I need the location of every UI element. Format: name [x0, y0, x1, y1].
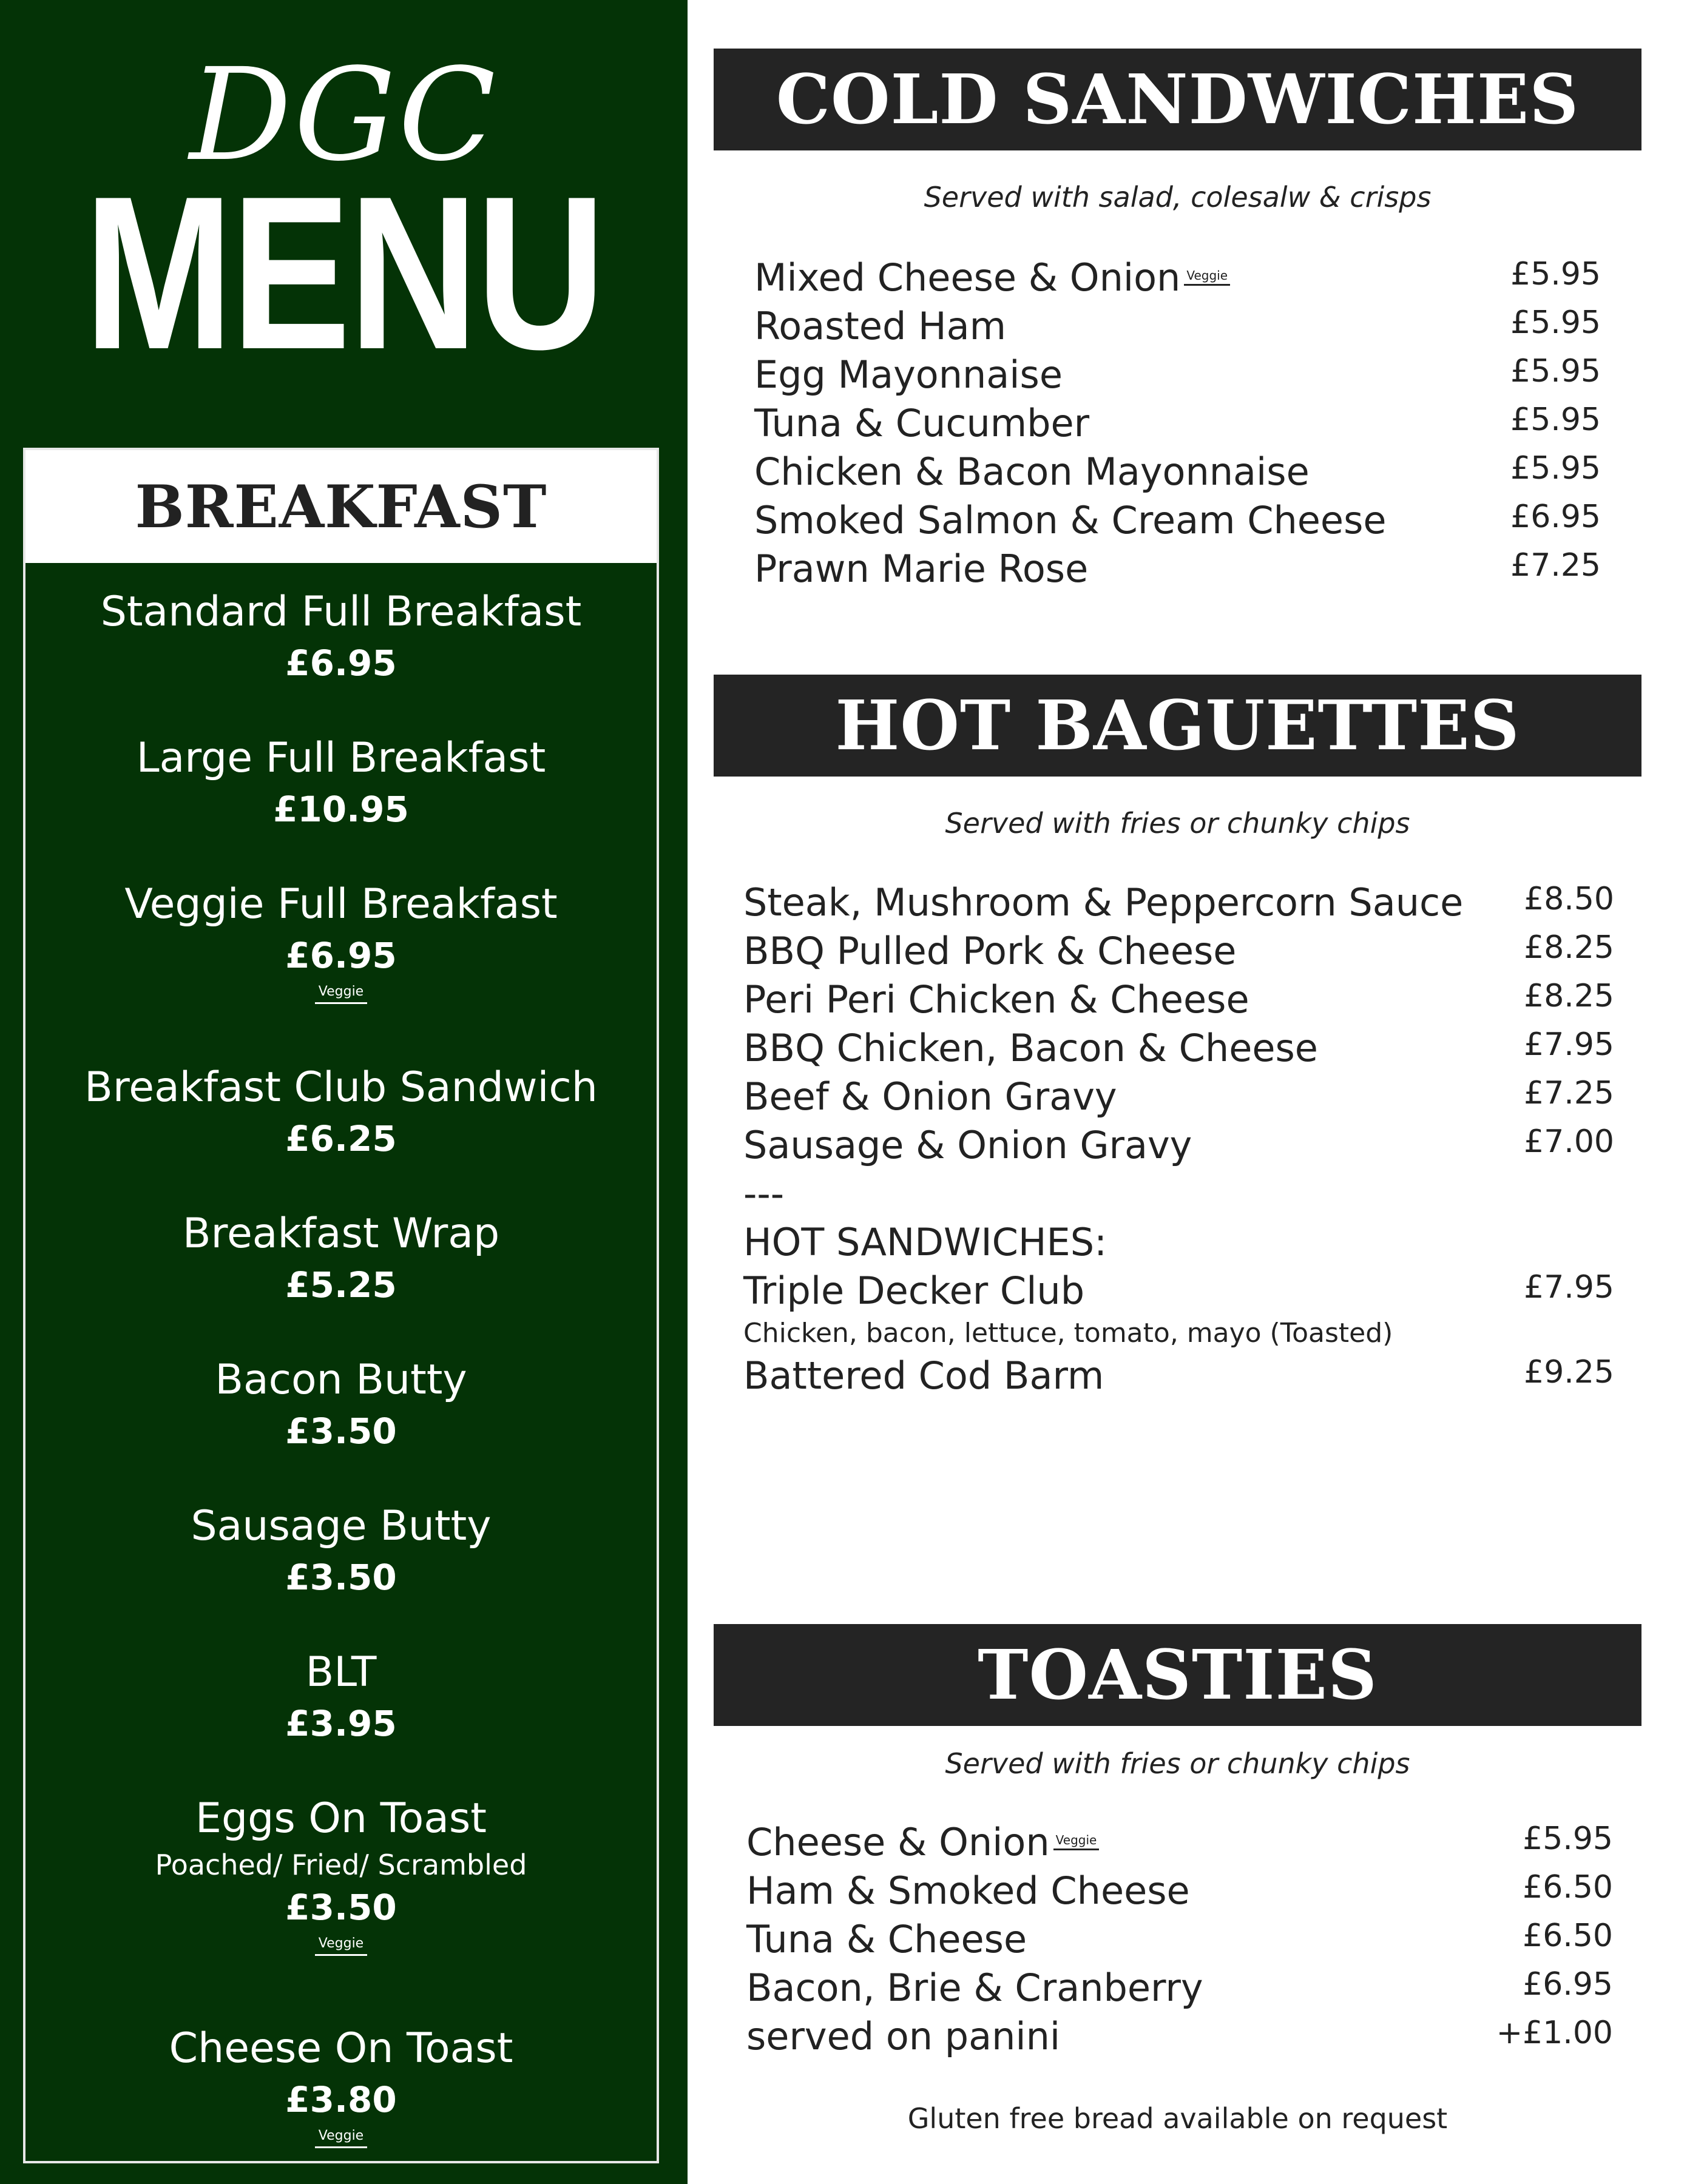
breakfast-item	[25, 1207, 657, 1309]
gluten-free-note: Gluten free bread available on request	[907, 2102, 1448, 2135]
section-title: TOASTIES	[978, 1635, 1378, 1715]
item-name: Cheese & Onion	[746, 1820, 1050, 1864]
item-price: £6.95	[1523, 1966, 1613, 2003]
item-name: Breakfast Wrap	[182, 1210, 500, 1258]
veggie-badge: Veggie	[1053, 1833, 1100, 1850]
menu-row	[743, 1121, 1614, 1170]
menu-row	[743, 1024, 1614, 1073]
cold-sandwiches-list	[754, 254, 1601, 593]
breakfast-panel	[0, 0, 688, 2184]
breakfast-item	[25, 1353, 657, 1455]
breakfast-section	[23, 448, 659, 2163]
breakfast-title: BREAKFAST	[135, 472, 547, 541]
menu-row	[743, 1352, 1614, 1400]
item-price: £5.95	[1523, 1821, 1613, 1857]
item-name: Bacon, Brie & Cranberry	[746, 1966, 1203, 2010]
menu-row	[743, 1267, 1614, 1315]
item-price: £6.50	[1523, 1869, 1613, 1906]
menu-row	[754, 545, 1601, 593]
item-price: £7.95	[1524, 1269, 1614, 1306]
divider: ---	[743, 1171, 785, 1216]
item-price: £3.80	[285, 2079, 397, 2120]
item-name: Steak, Mushroom & Peppercorn Sauce	[743, 880, 1464, 925]
item-price: £5.95	[1510, 402, 1601, 438]
item-name: Egg Mayonnaise	[754, 352, 1063, 397]
item-price: £6.95	[285, 935, 397, 976]
menu-row	[743, 878, 1614, 927]
item-name: Large Full Breakfast	[136, 734, 546, 782]
item-name: Triple Decker Club	[743, 1269, 1085, 1313]
item-name: BLT	[305, 1648, 377, 1696]
veggie-badge: Veggie	[315, 1935, 367, 1956]
item-name: Peri Peri Chicken & Cheese	[743, 977, 1249, 1022]
breakfast-item	[25, 1060, 657, 1162]
item-price: £9.25	[1524, 1354, 1614, 1390]
menu-row	[746, 1915, 1613, 1964]
menu-row	[754, 302, 1601, 351]
item-name: Veggie Full Breakfast	[124, 880, 558, 928]
item-name: Breakfast Club Sandwich	[84, 1063, 598, 1111]
breakfast-item	[25, 1499, 657, 1601]
item-name: Tuna & Cheese	[746, 1917, 1027, 1961]
item-price: £8.50	[1524, 881, 1614, 917]
section-subtitle: Served with salad, colesalw & crisps	[924, 181, 1432, 214]
section-title: HOT BAGUETTES	[835, 686, 1520, 766]
item-price: £3.95	[285, 1703, 397, 1744]
item-price: £5.25	[285, 1264, 397, 1306]
item-name: BBQ Chicken, Bacon & Cheese	[743, 1026, 1318, 1070]
item-price: £5.95	[1510, 450, 1601, 487]
item-price: £5.95	[1510, 305, 1601, 341]
breakfast-item	[25, 877, 657, 1004]
veggie-badge: Veggie	[1184, 268, 1230, 286]
item-name: Chicken & Bacon Mayonnaise	[754, 450, 1310, 494]
menu-row	[746, 2012, 1613, 2061]
item-price: £5.95	[1510, 353, 1601, 389]
item-name: Beef & Onion Gravy	[743, 1074, 1117, 1119]
item-price: £6.25	[285, 1118, 397, 1159]
cold-sandwiches-header	[714, 49, 1641, 150]
item-price: £3.50	[285, 1557, 397, 1598]
item-price: £3.50	[285, 1410, 397, 1452]
menu-row	[754, 448, 1601, 496]
item-price: £7.25	[1524, 1075, 1614, 1111]
toasties-list	[746, 1818, 1613, 2061]
item-name: Standard Full Breakfast	[100, 588, 582, 636]
item-name: Roasted Ham	[754, 304, 1007, 348]
menu-row	[743, 927, 1614, 976]
breakfast-item	[25, 585, 657, 687]
item-price: £5.95	[1510, 256, 1601, 292]
menu-row	[754, 496, 1601, 545]
breakfast-item	[25, 1791, 657, 1956]
brand-script-logo: DGC	[189, 41, 498, 189]
section-title: COLD SANDWICHES	[776, 59, 1580, 140]
item-price: £3.50	[285, 1887, 397, 1928]
menu-row	[743, 976, 1614, 1024]
hot-baguettes-list	[743, 878, 1614, 1400]
item-description: Poached/ Fried/ Scrambled	[155, 1849, 527, 1881]
item-name: served on panini	[746, 2014, 1061, 2058]
veggie-badge: Veggie	[315, 983, 367, 1004]
divider-row	[743, 1170, 1614, 1218]
menu-row	[746, 1818, 1613, 1867]
menu-row	[746, 1867, 1613, 1915]
menu-row	[746, 1964, 1613, 2012]
item-name: Battered Cod Barm	[743, 1353, 1104, 1398]
item-price: £7.95	[1524, 1026, 1614, 1063]
section-subtitle: Served with fries or chunky chips	[945, 807, 1410, 840]
menu-row	[754, 351, 1601, 399]
item-price: £7.25	[1510, 547, 1601, 584]
item-name: Cheese On Toast	[169, 2024, 513, 2072]
veggie-badge: Veggie	[315, 2127, 367, 2148]
breakfast-item	[25, 2021, 657, 2148]
brand-menu-title: MENU	[84, 151, 604, 395]
item-price: £8.25	[1524, 978, 1614, 1014]
section-subtitle: Served with fries or chunky chips	[945, 1747, 1410, 1780]
item-name: Sausage & Onion Gravy	[743, 1123, 1192, 1167]
item-name: Tuna & Cucumber	[754, 401, 1090, 445]
toasties-header	[714, 1624, 1641, 1726]
item-name: Eggs On Toast	[195, 1795, 487, 1842]
breakfast-item	[25, 731, 657, 833]
item-price: £8.25	[1524, 929, 1614, 966]
hot-baguettes-header	[714, 675, 1641, 777]
item-name: Ham & Smoked Cheese	[746, 1869, 1190, 1913]
item-description: Chicken, bacon, lettuce, tomato, mayo (Toasted)	[743, 1318, 1393, 1349]
breakfast-header	[25, 450, 657, 563]
item-name: Smoked Salmon & Cream Cheese	[754, 498, 1387, 542]
menu-row	[754, 399, 1601, 448]
menu-row	[743, 1073, 1614, 1121]
hot-sandwiches-heading-row	[743, 1218, 1614, 1267]
item-price: £6.95	[285, 642, 397, 684]
hot-sandwiches-heading: HOT SANDWICHES:	[743, 1220, 1107, 1264]
item-name: Mixed Cheese & Onion	[754, 255, 1181, 300]
item-price: £7.00	[1524, 1124, 1614, 1160]
item-price: £6.50	[1523, 1918, 1613, 1954]
item-price: £6.95	[1510, 499, 1601, 535]
item-price: +£1.00	[1496, 2015, 1613, 2051]
item-name: Bacon Butty	[215, 1356, 467, 1404]
item-price: £10.95	[273, 789, 409, 830]
breakfast-item	[25, 1645, 657, 1747]
menu-row	[754, 254, 1601, 302]
item-name: Prawn Marie Rose	[754, 547, 1089, 591]
item-name: Sausage Butty	[191, 1502, 492, 1550]
item-name: BBQ Pulled Pork & Cheese	[743, 929, 1237, 973]
